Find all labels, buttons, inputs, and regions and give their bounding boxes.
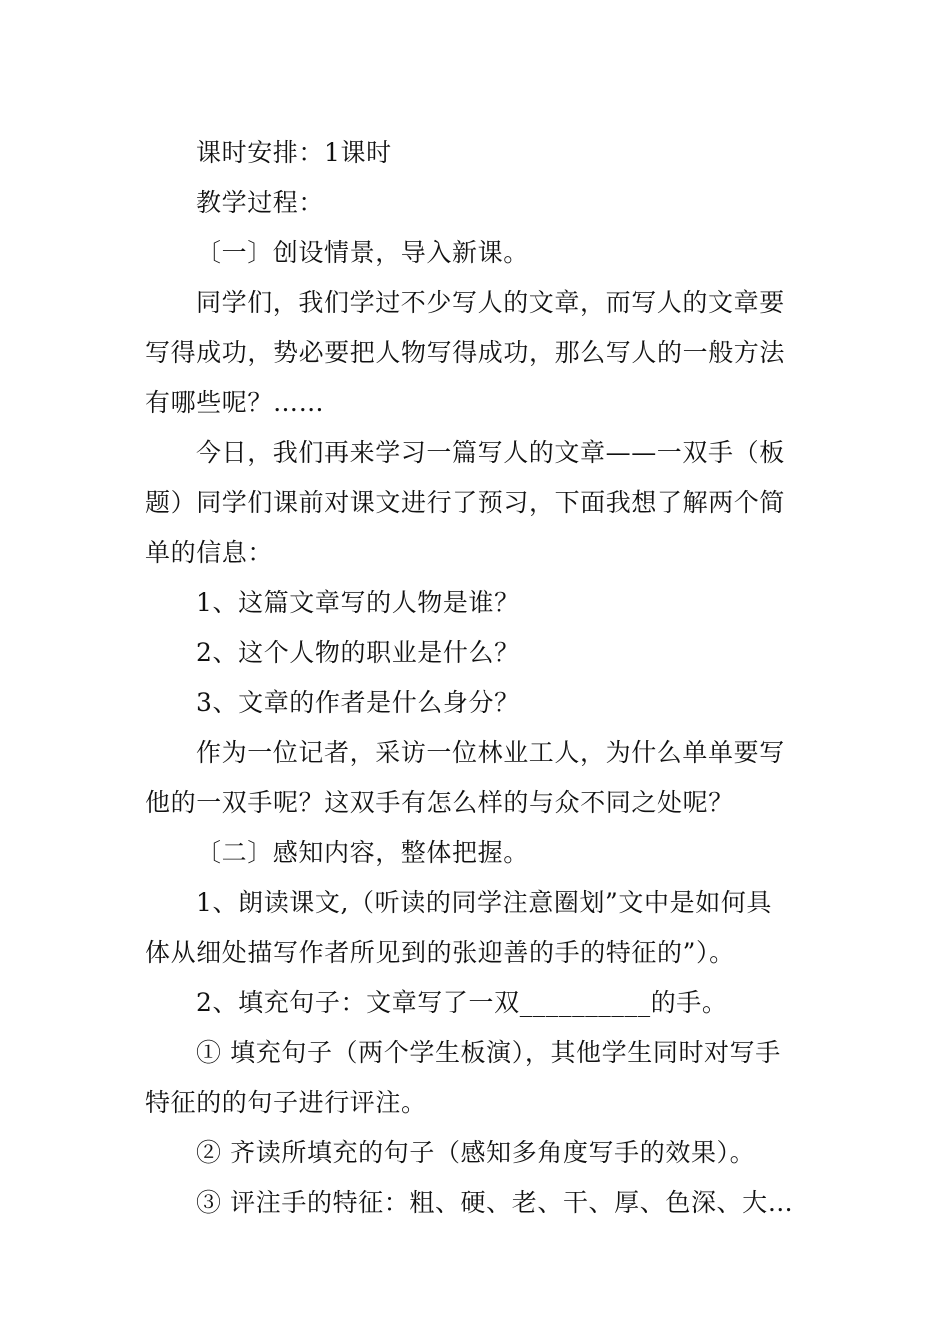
- question-item: 3、文章的作者是什么身分？: [196, 688, 520, 717]
- paragraph-line: 他的一双手呢？这双手有怎么样的与众不同之处呢？: [145, 788, 734, 817]
- paragraph-line: 作为一位记者，采访一位林业工人，为什么单单要写: [196, 738, 785, 767]
- question-item: 1、这篇文章写的人物是谁？: [196, 588, 520, 617]
- paragraph-line: 今日，我们再来学习一篇写人的文章——一双手（板: [196, 438, 785, 467]
- paragraph-line: 有哪些呢？……: [145, 388, 325, 417]
- lesson-schedule: 课时安排：1课时: [196, 138, 392, 167]
- fill-in-sentence: 2、填充句子：文章写了一双__________的手。: [196, 988, 728, 1017]
- step-item: ① 填充句子（两个学生板演），其他学生同时对写手: [196, 1038, 781, 1067]
- section-two-heading: 〔二〕感知内容，整体把握。: [196, 838, 529, 867]
- paragraph-line: 特征的的句子进行评注。: [145, 1088, 427, 1117]
- step-item: ③ 评注手的特征：粗、硬、老、干、厚、色深、大…: [196, 1188, 794, 1217]
- paragraph-line: 1、朗读课文,（听读的同学注意圈划”文中是如何具: [196, 888, 773, 917]
- question-item: 2、这个人物的职业是什么？: [196, 638, 520, 667]
- section-one-heading: 〔一〕创设情景，导入新课。: [196, 238, 529, 267]
- paragraph-line: 单的信息：: [145, 538, 274, 567]
- paragraph-line: 体从细处描写作者所见到的张迎善的手的特征的”）。: [145, 938, 735, 967]
- step-item: ② 齐读所填充的句子（感知多角度写手的效果）。: [196, 1138, 756, 1167]
- paragraph-line: 同学们，我们学过不少写人的文章，而写人的文章要: [196, 288, 785, 317]
- paragraph-line: 题）同学们课前对课文进行了预习，下面我想了解两个简: [145, 488, 786, 517]
- paragraph-line: 写得成功，势必要把人物写得成功，那么写人的一般方法: [145, 338, 786, 367]
- teaching-process-heading: 教学过程：: [196, 188, 325, 217]
